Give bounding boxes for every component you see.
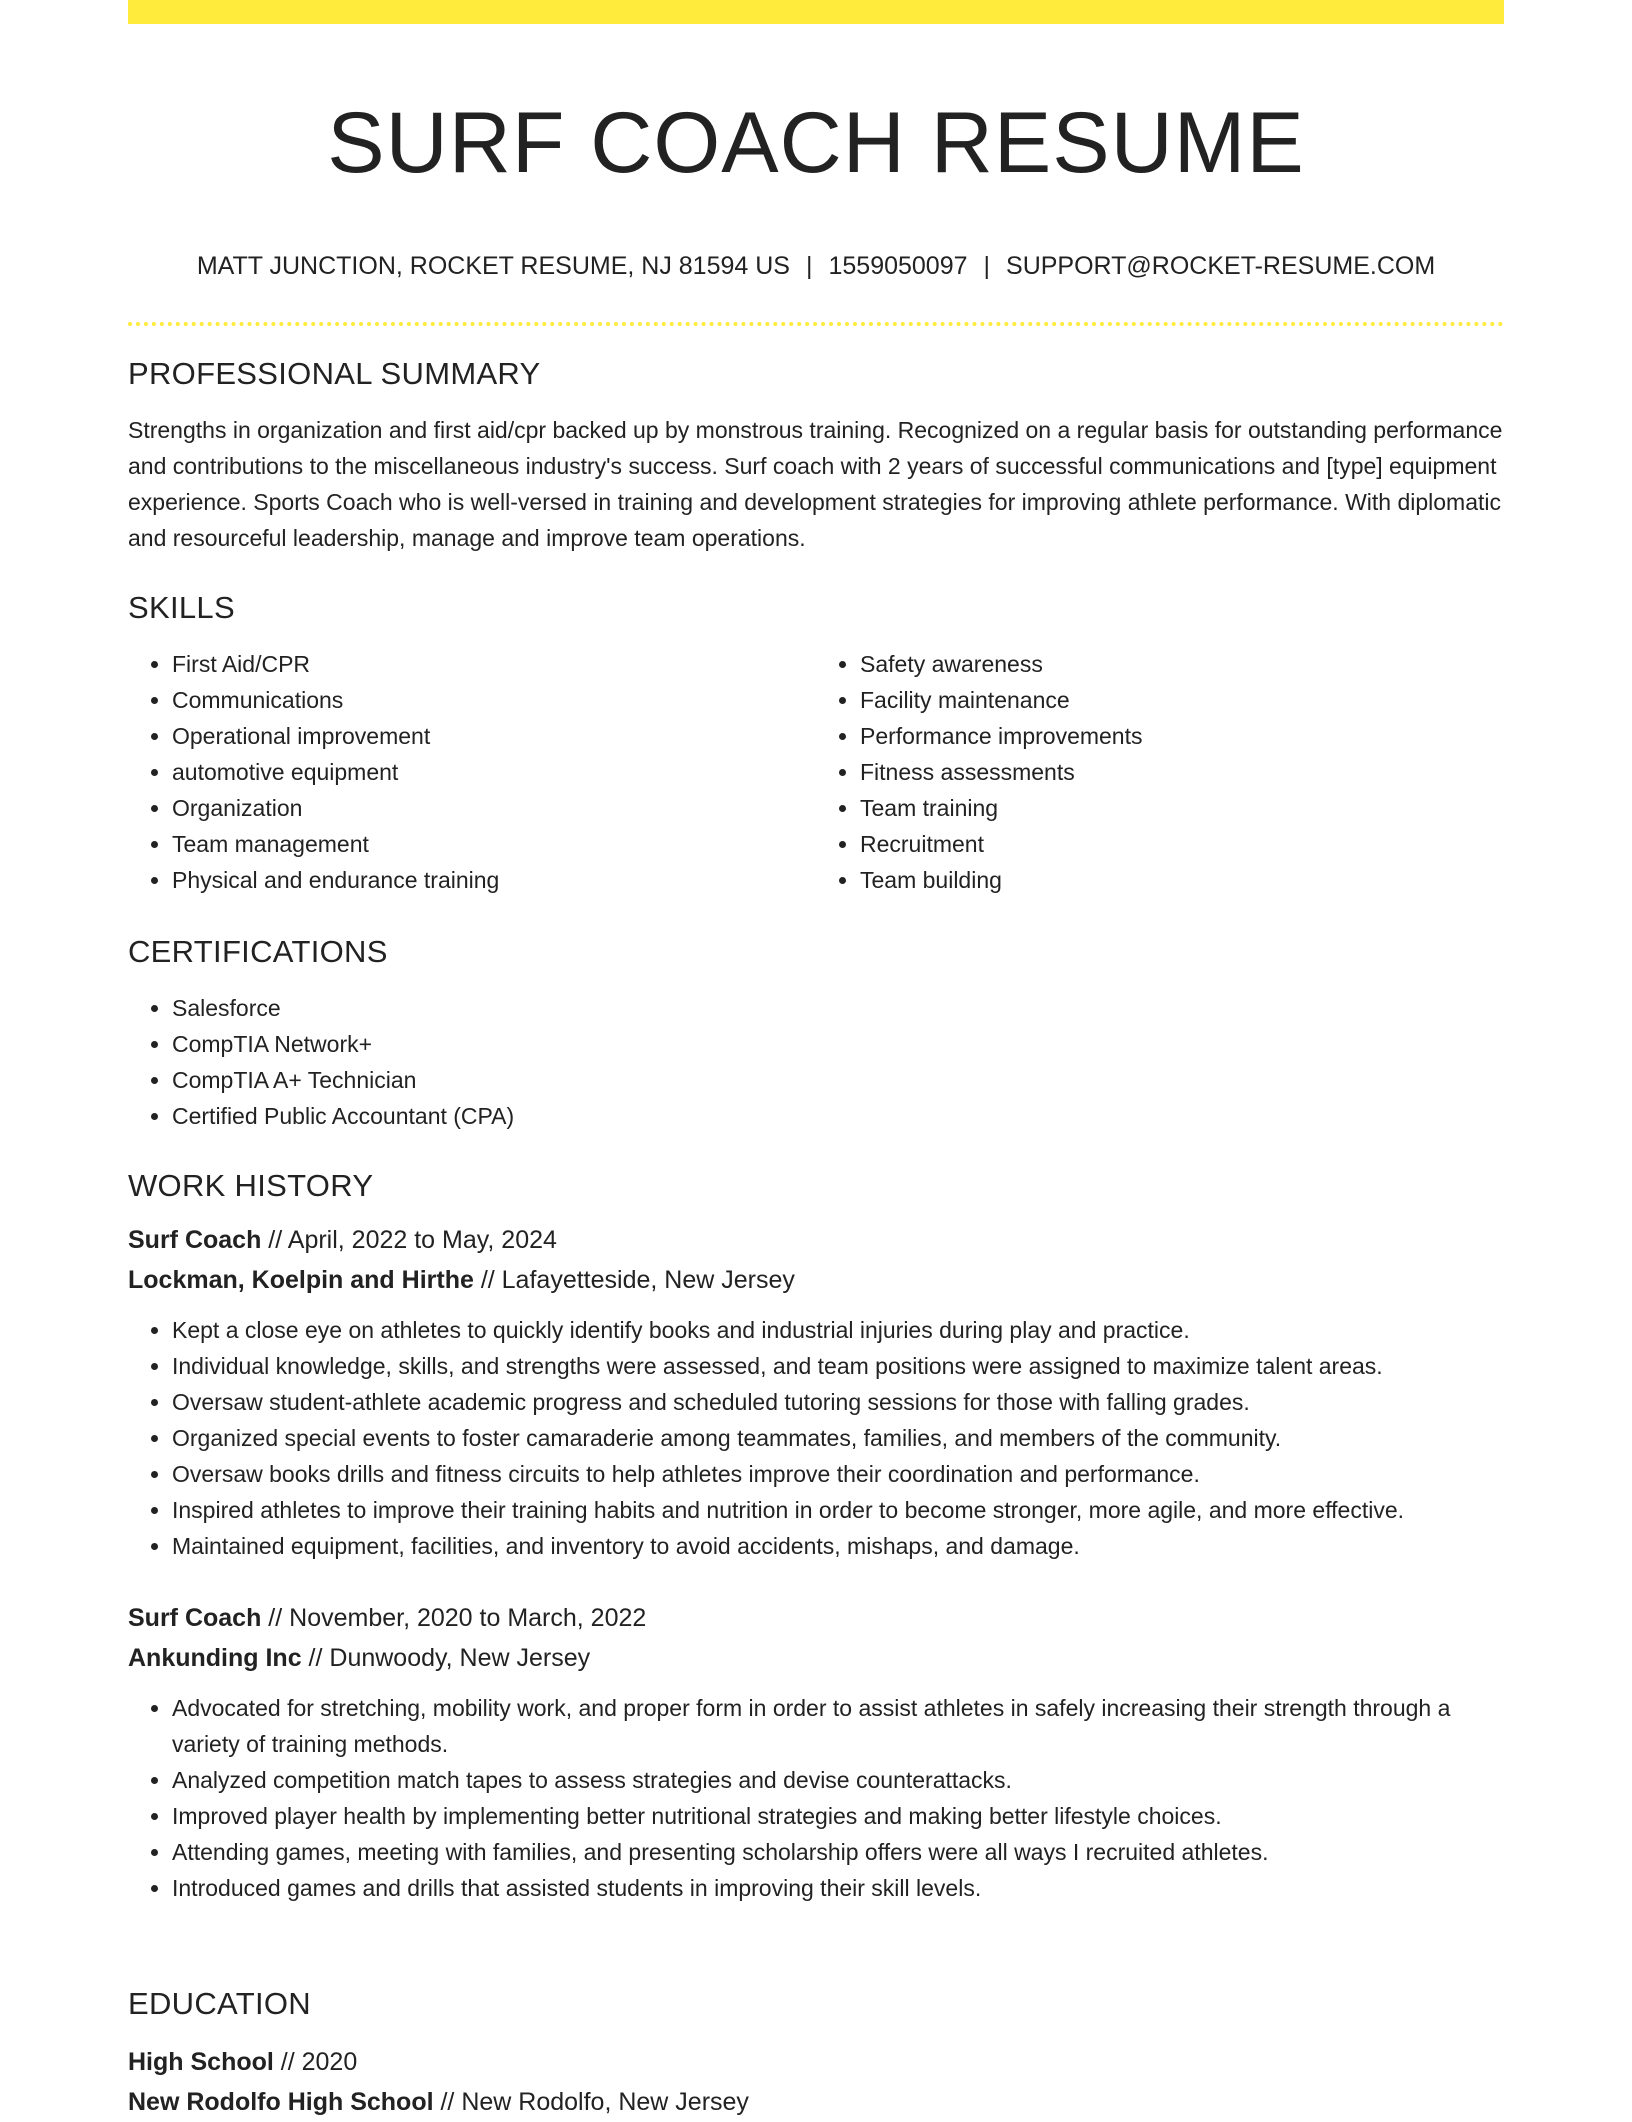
skill-item: • automotive equipment bbox=[172, 754, 816, 790]
job-bullet: • Attending games, meeting with families, and presenting scholarship offers were all ways I recruited athletes. bbox=[172, 1834, 1504, 1870]
summary-text: Strengths in organization and first aid/cpr backed up by monstrous training. Recognized on a regular basis for outstanding performance and contributions to the miscellaneous industry's success. Surf coach with 2 years of successful communications and [type] equipment experience. Sports Coach who is well-versed in training and development strategies for improving athlete performance. With diplomatic and resourceful leadership, manage and improve team operations. bbox=[128, 417, 1503, 551]
job-bullet: • Oversaw student-athlete academic progress and scheduled tutoring sessions for those with falling grades. bbox=[172, 1384, 1504, 1420]
job-bullet: • Inspired athletes to improve their training habits and nutrition in order to become stronger, more agile, and more effective. bbox=[172, 1492, 1504, 1528]
education-degree-line bbox=[128, 2042, 1504, 2082]
job-entry bbox=[128, 1220, 1504, 1564]
job-entry bbox=[128, 1598, 1504, 1906]
skills-section bbox=[128, 588, 1504, 898]
contact-separator: | bbox=[983, 252, 991, 280]
contact-phone: 1559050097 bbox=[828, 252, 968, 280]
page-title: SURF COACH RESUME bbox=[327, 95, 1305, 191]
education-school-line bbox=[128, 2082, 1504, 2122]
skills-heading: SKILLS bbox=[128, 590, 235, 625]
job-company: Ankunding Inc bbox=[128, 1644, 302, 1672]
skill-item: • Safety awareness bbox=[860, 646, 1504, 682]
job-bullets bbox=[128, 1690, 1504, 1906]
skill-item: • Communications bbox=[172, 682, 816, 718]
certifications-list bbox=[128, 990, 1504, 1134]
job-company-line bbox=[128, 1638, 1504, 1678]
job-bullets bbox=[128, 1312, 1504, 1564]
job-bullet: • Individual knowledge, skills, and strengths were assessed, and team positions were assigned to maximize talent areas. bbox=[172, 1348, 1504, 1384]
job-bullet: • Analyzed competition match tapes to assess strategies and devise counterattacks. bbox=[172, 1762, 1504, 1798]
job-bullet: • Maintained equipment, facilities, and inventory to avoid accidents, mishaps, and damage. bbox=[172, 1528, 1504, 1564]
skill-item: • Fitness assessments bbox=[860, 754, 1504, 790]
job-company: Lockman, Koelpin and Hirthe bbox=[128, 1266, 474, 1294]
skill-item: • Performance improvements bbox=[860, 718, 1504, 754]
job-title-line bbox=[128, 1220, 1504, 1260]
education-year: // 2020 bbox=[273, 2048, 358, 2076]
dotted-divider bbox=[128, 322, 1504, 326]
job-bullet: • Improved player health by implementing better nutritional strategies and making better lifestyle choices. bbox=[172, 1798, 1504, 1834]
job-title-line bbox=[128, 1598, 1504, 1638]
work-history-heading: WORK HISTORY bbox=[128, 1168, 374, 1203]
summary-heading: PROFESSIONAL SUMMARY bbox=[128, 356, 541, 391]
skills-list-left bbox=[128, 646, 816, 898]
job-location: // Lafayetteside, New Jersey bbox=[473, 1266, 795, 1294]
skill-item: • Organization bbox=[172, 790, 816, 826]
education-section bbox=[128, 1984, 1504, 2122]
skill-item: • Recruitment bbox=[860, 826, 1504, 862]
job-bullet: • Introduced games and drills that assisted students in improving their skill levels. bbox=[172, 1870, 1504, 1906]
education-school-type: High School bbox=[128, 2048, 274, 2076]
contact-line bbox=[128, 250, 1504, 282]
certification-item: • Certified Public Accountant (CPA) bbox=[172, 1098, 1504, 1134]
certification-item: • Salesforce bbox=[172, 990, 1504, 1026]
certification-item: • CompTIA Network+ bbox=[172, 1026, 1504, 1062]
work-history-section bbox=[128, 1166, 1504, 1906]
summary-section bbox=[128, 354, 1504, 556]
job-bullet: • Kept a close eye on athletes to quickly identify books and industrial injuries during play and practice. bbox=[172, 1312, 1504, 1348]
certifications-heading: CERTIFICATIONS bbox=[128, 934, 388, 969]
certification-item: • CompTIA A+ Technician bbox=[172, 1062, 1504, 1098]
job-bullet: • Advocated for stretching, mobility work, and proper form in order to assist athletes in safely increasing their strength through a variety of training methods. bbox=[172, 1690, 1504, 1762]
job-bullet: • Oversaw books drills and fitness circuits to help athletes improve their coordination and performance. bbox=[172, 1456, 1504, 1492]
skill-item: • Physical and endurance training bbox=[172, 862, 816, 898]
job-bullet: • Organized special events to foster camaraderie among teammates, families, and members of the community. bbox=[172, 1420, 1504, 1456]
skills-list-right bbox=[816, 646, 1504, 898]
job-location: // Dunwoody, New Jersey bbox=[301, 1644, 591, 1672]
contact-address: MATT JUNCTION, ROCKET RESUME, NJ 81594 US bbox=[196, 252, 790, 280]
certifications-section bbox=[128, 932, 1504, 1134]
education-location: // New Rodolfo, New Jersey bbox=[433, 2088, 749, 2116]
job-company-line bbox=[128, 1260, 1504, 1300]
job-title: Surf Coach bbox=[128, 1226, 262, 1254]
job-title: Surf Coach bbox=[128, 1604, 262, 1632]
job-dates: // November, 2020 to March, 2022 bbox=[261, 1604, 647, 1632]
education-heading: EDUCATION bbox=[128, 1986, 311, 2021]
skill-item: • Operational improvement bbox=[172, 718, 816, 754]
contact-email[interactable]: SUPPORT@ROCKET-RESUME.COM bbox=[1006, 252, 1436, 280]
skill-item: • Team management bbox=[172, 826, 816, 862]
accent-bar bbox=[128, 0, 1504, 24]
education-entry bbox=[128, 2042, 1504, 2122]
skill-item: • Facility maintenance bbox=[860, 682, 1504, 718]
skill-item: • First Aid/CPR bbox=[172, 646, 816, 682]
resume-page bbox=[128, 0, 1504, 2116]
skills-columns bbox=[128, 646, 1504, 898]
contact-separator: | bbox=[805, 252, 813, 280]
skill-item: • Team training bbox=[860, 790, 1504, 826]
job-dates: // April, 2022 to May, 2024 bbox=[261, 1226, 557, 1254]
skill-item: • Team building bbox=[860, 862, 1504, 898]
education-school-name: New Rodolfo High School bbox=[128, 2088, 434, 2116]
